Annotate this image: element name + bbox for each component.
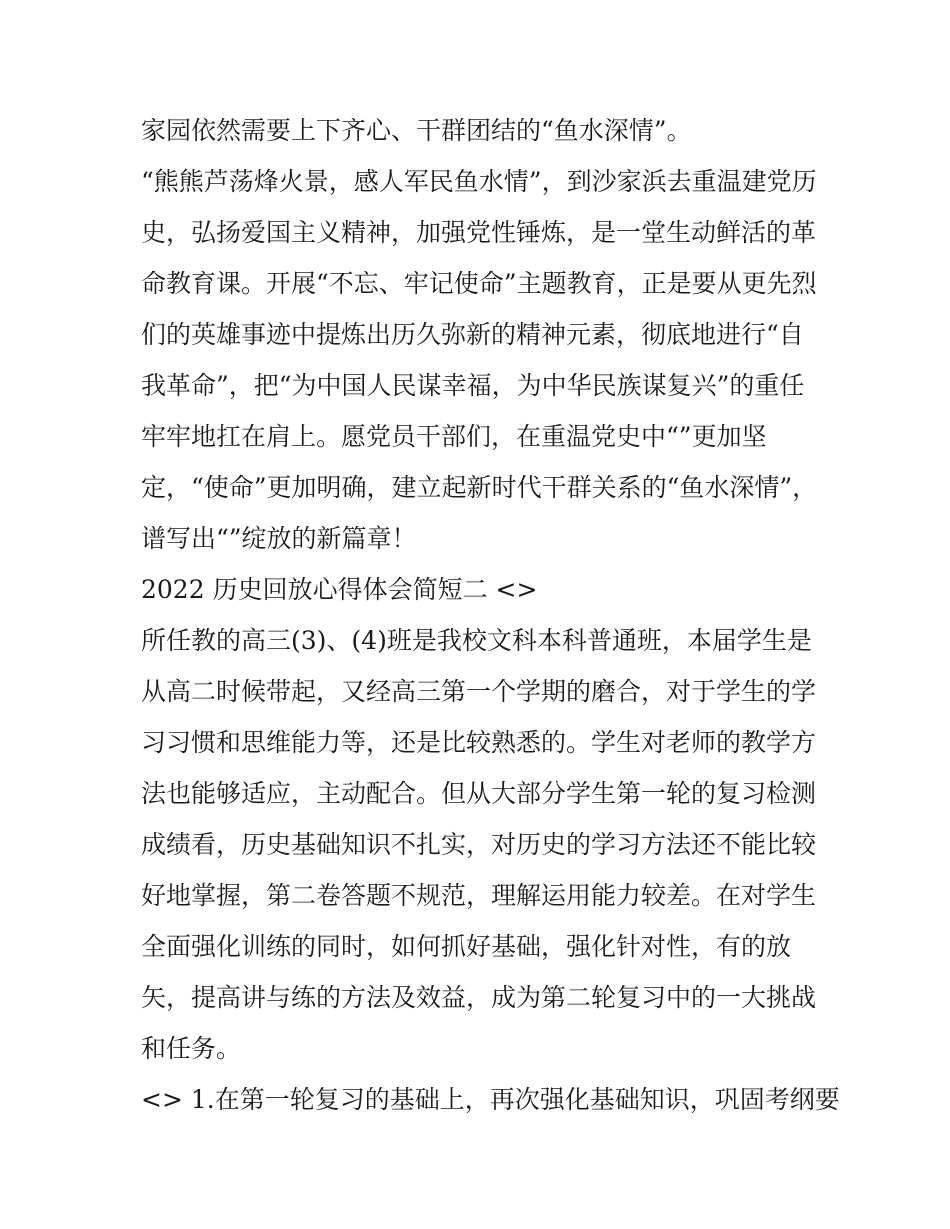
text-line: 和任务。 — [141, 1034, 242, 1063]
text-line: 习习惯和思维能力等，还是比较熟悉的。学生对老师的教学方 — [141, 728, 817, 757]
text-line: 从高二时候带起，又经高三第一个学期的磨合，对于学生的学 — [141, 677, 817, 706]
document-body — [141, 105, 840, 1125]
text-line: 成绩看，历史基础知识不扎实，对历史的学习方法还不能比较 — [141, 830, 817, 859]
text-line: 们的英雄事迹中提炼出历久弥新的精神元素，彻底地进行“自 — [141, 320, 804, 349]
text-line: 史，弘扬爱国主义精神，加强党性锤炼，是一堂生动鲜活的革 — [141, 218, 817, 247]
text-line: 所任教的高三(3)、(4)班是我校文科本科普通班，本届学生是 — [141, 626, 812, 655]
text-line: 全面强化训练的同时，如何抓好基础，强化针对性，有的放 — [141, 932, 792, 961]
text-line: 定，“使命”更加明确，建立起新时代干群关系的“鱼水深情”， — [141, 473, 818, 502]
text-line: 矢，提高讲与练的方法及效益，成为第二轮复习中的一大挑战 — [141, 983, 817, 1012]
text-line: 牢牢地扛在肩上。愿党员干部们，在重温党史中“”更加坚 — [141, 422, 767, 451]
text-line: 好地掌握，第二卷答题不规范，理解运用能力较差。在对学生 — [141, 881, 817, 910]
text-line: <> 1.在第一轮复习的基础上，再次强化基础知识，巩固考纲要 — [141, 1085, 840, 1114]
text-line: 法也能够适应，主动配合。但从大部分学生第一轮的复习检测 — [141, 779, 817, 808]
text-line: “熊熊芦荡烽火景，感人军民鱼水情”，到沙家浜去重温建党历 — [141, 167, 817, 196]
text-line: 我革命”，把“为中国人民谋幸福，为中华民族谋复兴”的重任 — [141, 371, 805, 400]
text-line: 谱写出“”绽放的新篇章！ — [141, 524, 417, 553]
text-line: 命教育课。开展“不忘、牢记使命”主题教育，正是要从更先烈 — [141, 269, 817, 298]
text-line: 家园依然需要上下齐心、干群团结的“鱼水深情”。 — [141, 116, 692, 145]
section-heading: 2022 历史回放心得体会简短二 <> — [141, 575, 538, 604]
